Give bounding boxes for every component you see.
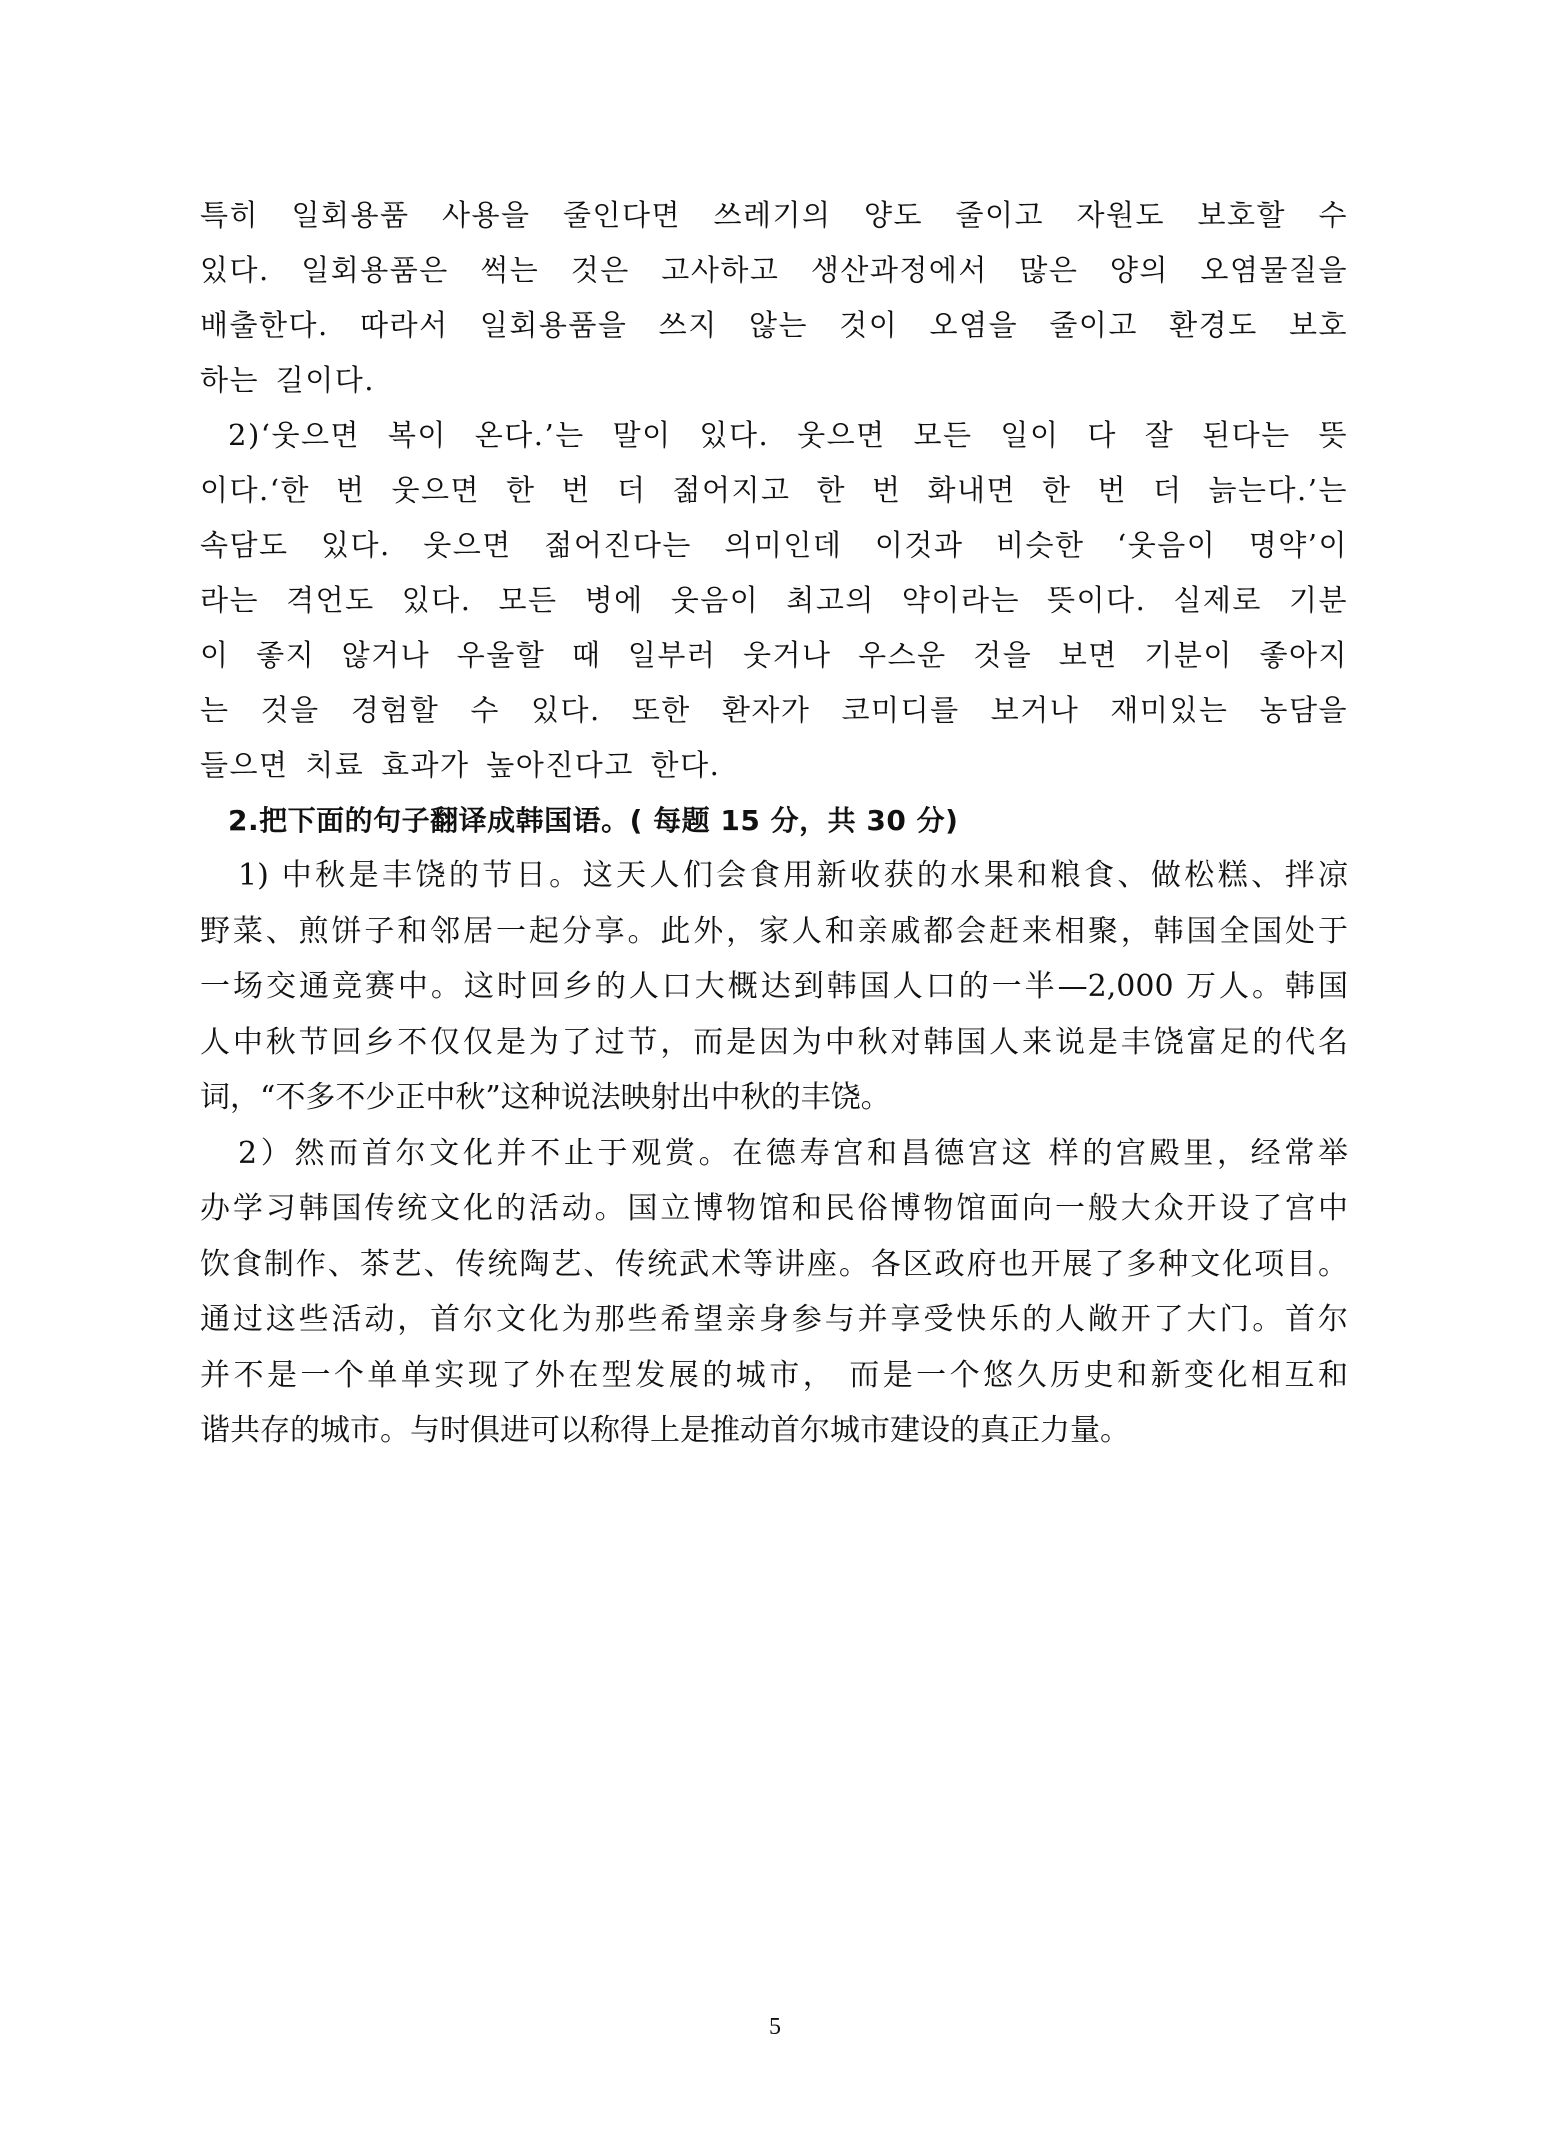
text-line: 谐共存的城市。与时俱进可以称得上是推动首尔城市建设的真正力量。 bbox=[200, 1413, 1130, 1448]
text-line: 办学习韩国传统文化的活动。国立博物馆和民俗博物馆面向一般大众开设了宫中 bbox=[200, 1191, 1348, 1226]
korean-passage-1-continued bbox=[200, 188, 1348, 408]
page-content bbox=[200, 188, 1348, 1459]
text-line: 하는 길이다. bbox=[200, 363, 376, 397]
text-line: 野菜、煎饼子和邻居一起分享。此外，家人和亲戚都会赶来相聚，韩国全国处于 bbox=[200, 913, 1348, 949]
text-line: 1) 中秋是丰饶的节日。这天人们会食用新收获的水果和粮食、做松糕、拌凉 bbox=[238, 858, 1348, 893]
korean-passage-2 bbox=[200, 408, 1348, 793]
text-line: 배출한다. 따라서 일회용품을 쓰지 않는 것이 오염을 줄이고 환경도 보호 bbox=[200, 308, 1348, 342]
text-line: 특히 일회용품 사용을 줄인다면 쓰레기의 양도 줄이고 자원도 보호할 수 bbox=[200, 198, 1348, 232]
text-line: 并不是一个单单实现了外在型发展的城市， 而是一个悠久历史和新变化相互和 bbox=[200, 1357, 1348, 1393]
text-line: 一场交通竞赛中。这时回乡的人口大概达到韩国人口的一半—2,000 万人。韩国 bbox=[200, 969, 1348, 1004]
chinese-passage-2 bbox=[200, 1126, 1348, 1459]
page-number: 5 bbox=[769, 2014, 781, 2040]
text-line: 속담도 있다. 웃으면 젊어진다는 의미인데 이것과 비슷한 ‘웃음이 명약’이 bbox=[200, 528, 1348, 562]
text-line: 饮食制作、茶艺、传统陶艺、传统武术等讲座。各区政府也开展了多种文化项目。 bbox=[200, 1246, 1348, 1282]
text-line: 通过这些活动，首尔文化为那些希望亲身参与并享受快乐的人敞开了大门。首尔 bbox=[200, 1302, 1348, 1337]
text-line: 2）然而首尔文化并不止于观赏。在德寿宫和昌德宫这 样的宫殿里，经常举 bbox=[238, 1135, 1348, 1171]
text-line: 词，“不多不少正中秋”这种说法映射出中秋的丰饶。 bbox=[200, 1080, 891, 1115]
text-line: 이다.‘한 번 웃으면 한 번 더 젊어지고 한 번 화내면 한 번 더 늙는다.’는 bbox=[200, 473, 1348, 507]
text-line: 라는 격언도 있다. 모든 병에 웃음이 최고의 약이라는 뜻이다. 실제로 기분 bbox=[200, 583, 1348, 617]
text-line: 人中秋节回乡不仅仅是为了过节，而是因为中秋对韩国人来说是丰饶富足的代名 bbox=[200, 1024, 1348, 1060]
section-heading: 2.把下面的句子翻译成韩国语。( 每题 15 分，共 30 分) bbox=[228, 804, 959, 837]
text-line: 있다. 일회용품은 썩는 것은 고사하고 생산과정에서 많은 양의 오염물질을 bbox=[200, 253, 1348, 287]
text-line: 들으면 치료 효과가 높아진다고 한다. bbox=[200, 748, 721, 782]
text-line: 이 좋지 않거나 우울할 때 일부러 웃거나 우스운 것을 보면 기분이 좋아지 bbox=[200, 638, 1348, 672]
chinese-passage-1 bbox=[200, 848, 1348, 1126]
text-line: 는 것을 경험할 수 있다. 또한 환자가 코미디를 보거나 재미있는 농담을 bbox=[200, 693, 1348, 727]
text-line: 2)‘웃으면 복이 온다.’는 말이 있다. 웃으면 모든 일이 다 잘 된다는 뜻 bbox=[228, 418, 1348, 452]
